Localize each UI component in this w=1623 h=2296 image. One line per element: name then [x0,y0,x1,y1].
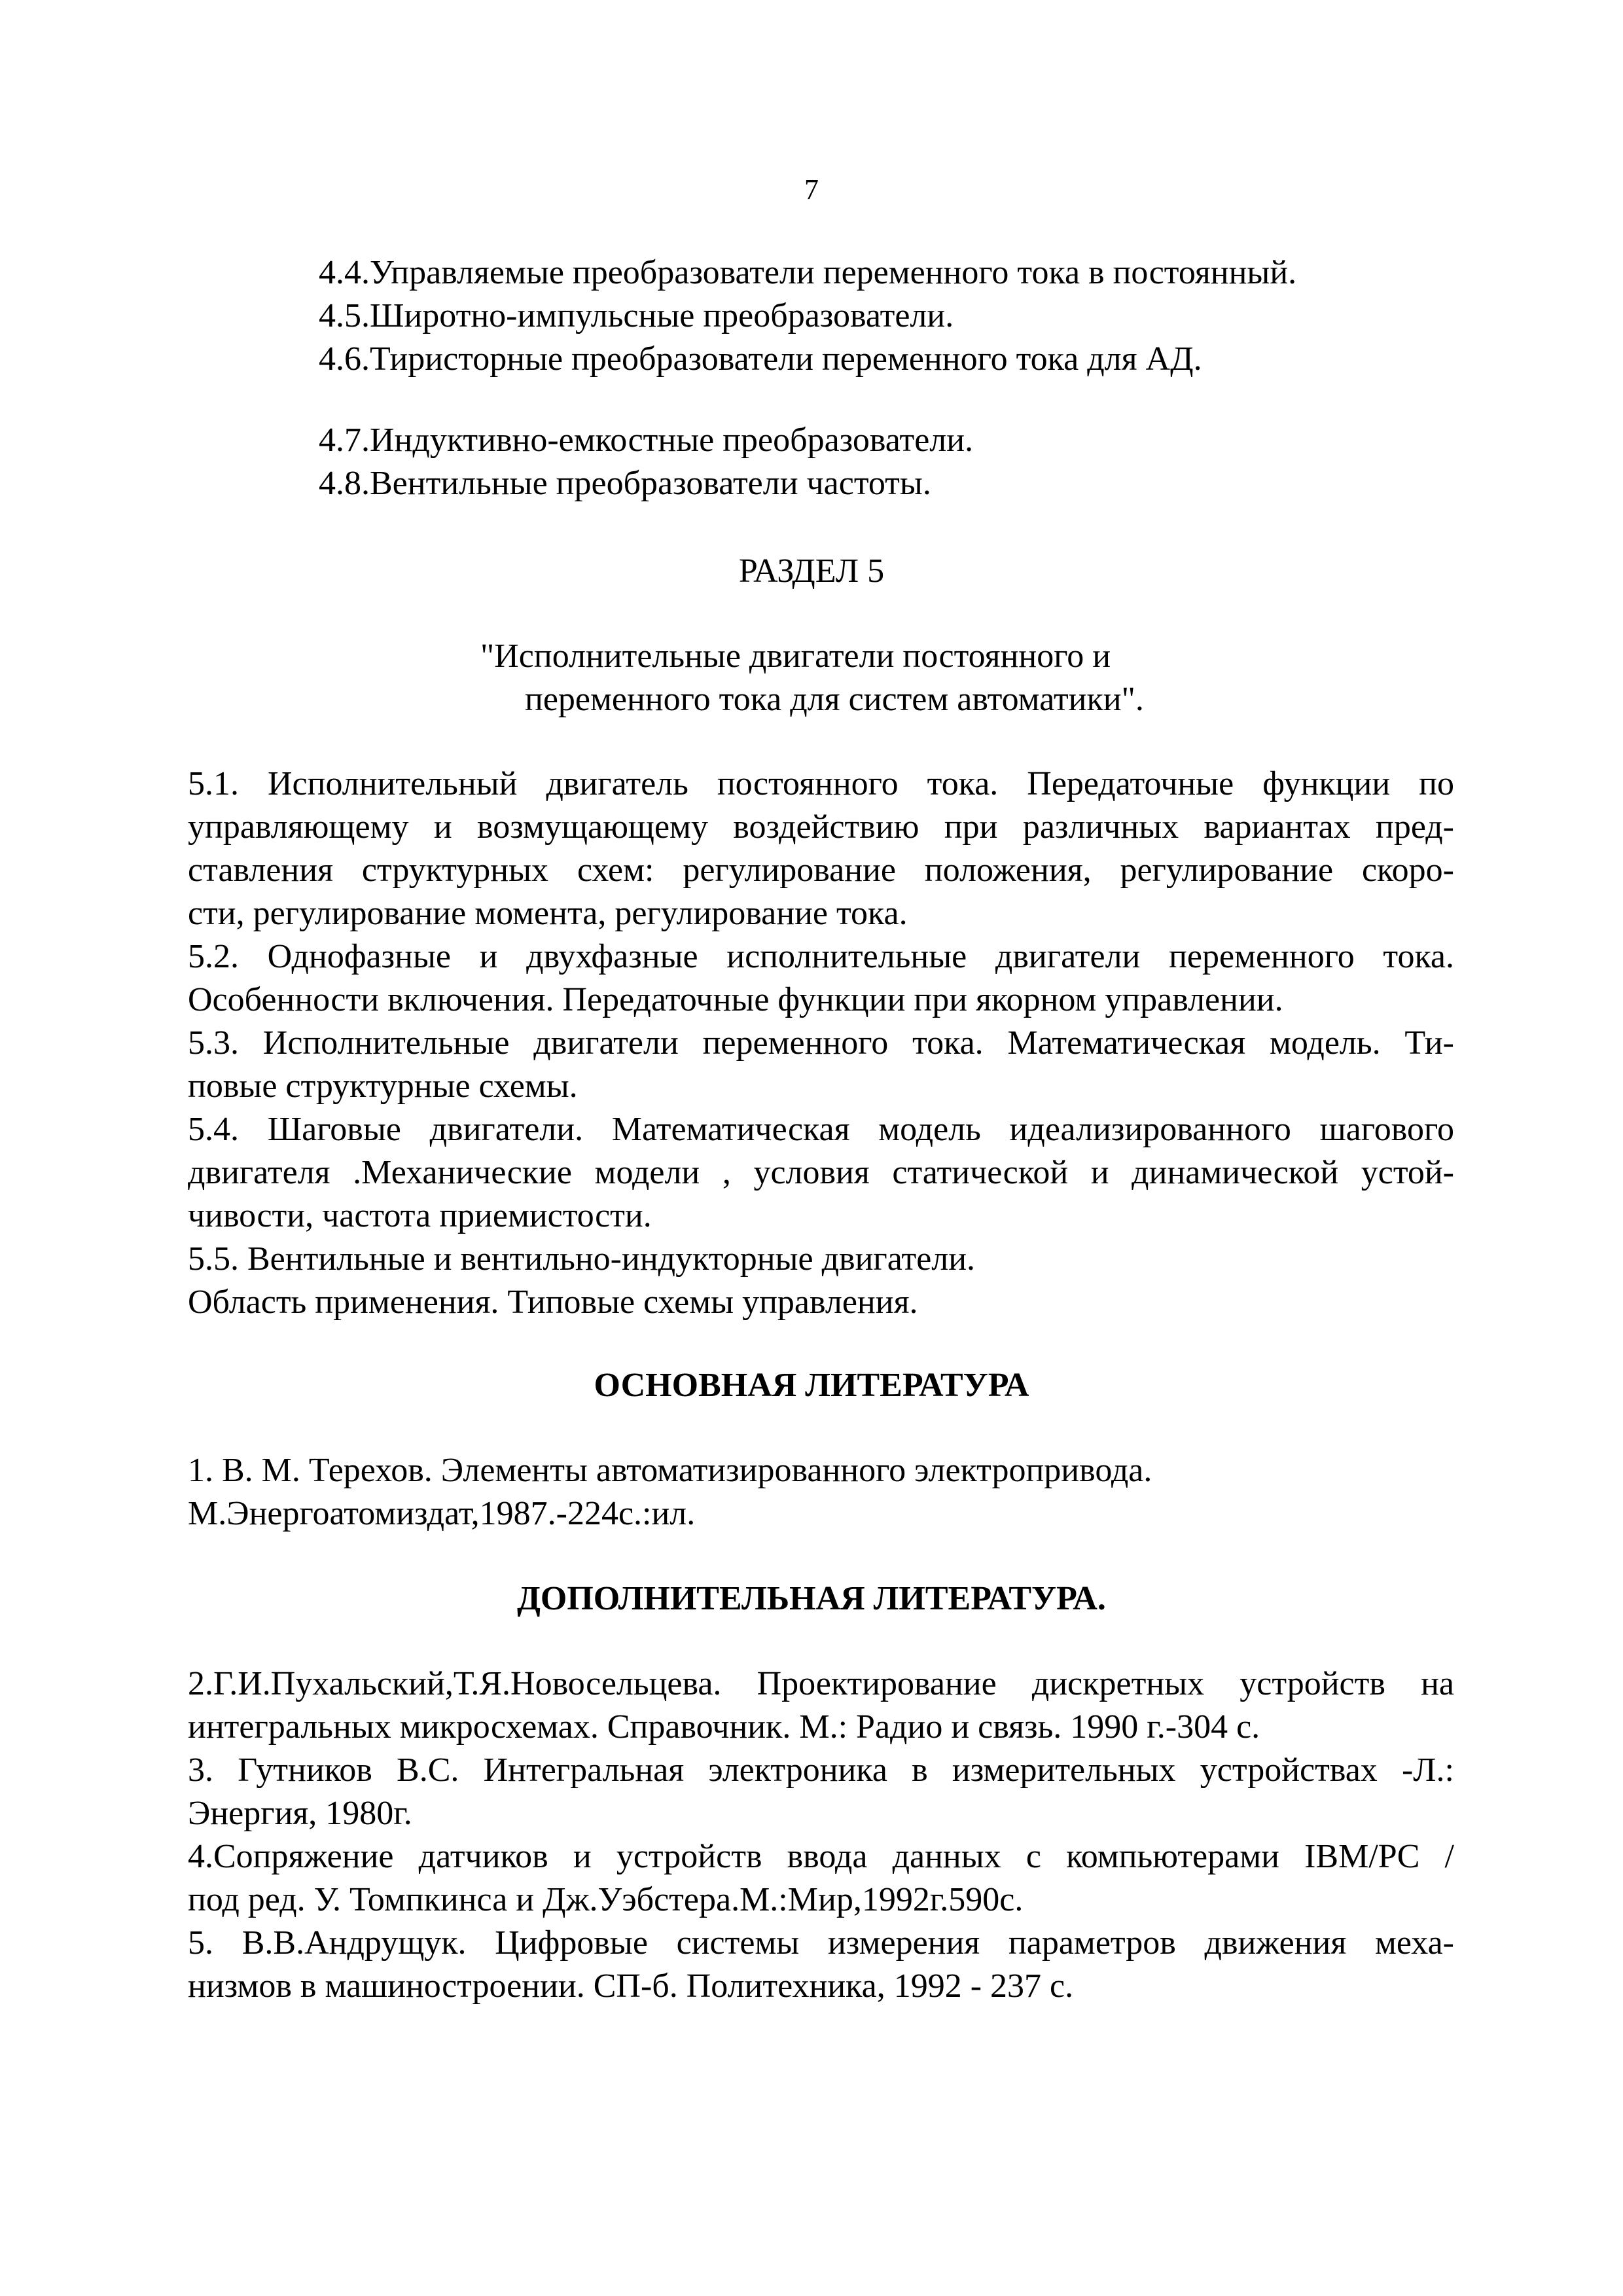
reference-line: 4.Сопряжение датчиков и устройств ввода данных с компьютерами IBM/PC / [188,1838,1454,1875]
toc-item-4-8: 4.8.Вентильные преобразователи частоты. [319,465,931,502]
topic-line: сти, регулирование момента, регулирование тока. [188,895,908,932]
topic-line: двигателя .Механические модели , условия статической и динамической устой- [188,1154,1454,1191]
topic-line: чивости, частота приемистости. [188,1197,652,1234]
topic-line: 5.5. Вентильные и вентильно-индукторные двигатели. [188,1240,976,1278]
topic-line: Особенности включения. Передаточные функции при якорном управлении. [188,981,1283,1018]
toc-item-4-4: 4.4.Управляемые преобразователи переменного тока в постоянный. [319,254,1297,291]
topic-5-4 [188,1108,1454,1238]
reference-2 [188,1662,1454,1749]
topic-5-2 [188,935,1454,1022]
toc-item-4-6: 4.6.Тиристорные преобразователи переменного тока для АД. [319,340,1202,378]
reference-4 [188,1835,1454,1922]
reference-line: 2.Г.И.Пухальский,Т.Я.Новосельцева. Проектирование дискретных устройств на [188,1665,1454,1702]
toc-item-4-5: 4.5.Широтно-импульсные преобразователи. [319,297,954,334]
page-number: 7 [804,173,819,206]
reference-line: 3. Гутников В.С. Интегральная электроника в измерительных устройствах -Л.: [188,1751,1454,1789]
topic-line: ставления структурных схем: регулирование положения, регулирование скоро- [188,852,1454,889]
reference-line: низмов в машиностроении. СП-б. Политехника, 1992 - 237 с. [188,1967,1074,2005]
topic-5-1 [188,762,1454,935]
reference-line: интегральных микросхемах. Справочник. М.: Радио и связь. 1990 г.-304 с. [188,1708,1260,1746]
topic-line: управляющему и возмущающему воздействию при различных вариантах пред- [188,808,1454,846]
topic-line: 5.1. Исполнительный двигатель постоянного тока. Передаточные функции по [188,765,1454,802]
topic-5-5 [188,1238,1454,1324]
topics-block [188,762,1454,1324]
toc-item-4-7: 4.7.Индуктивно-емкостные преобразователи. [319,422,974,459]
main-literature-line-2: М.Энергоатомиздат,1987.-224с.:ил. [188,1495,696,1532]
topic-line: 5.2. Однофазные и двухфазные исполнительные двигатели переменного тока. [188,938,1454,975]
reference-line: Энергия, 1980г. [188,1795,412,1832]
main-literature-line-1: 1. В. М. Терехов. Элементы автоматизированного электропривода. [188,1452,1152,1489]
section-heading: РАЗДЕЛ 5 [738,552,885,590]
topic-line: 5.4. Шаговые двигатели. Математическая модель идеализированного шагового [188,1111,1454,1148]
topic-line: 5.3. Исполнительные двигатели переменного тока. Математическая модель. Ти- [188,1024,1454,1062]
topic-line: Область применения. Типовые схемы управления. [188,1283,918,1321]
main-literature-heading: ОСНОВНАЯ ЛИТЕРАТУРА [594,1367,1029,1404]
reference-5 [188,1922,1454,2008]
additional-literature-block [188,1662,1454,2008]
reference-3 [188,1749,1454,1835]
section-title-line-2: переменного тока для систем автоматики". [525,681,1144,718]
topic-5-3 [188,1022,1454,1108]
reference-line: 5. В.В.Андрущук. Цифровые системы измерения параметров движения меха- [188,1924,1454,1962]
additional-literature-heading: ДОПОЛНИТЕЛЬНАЯ ЛИТЕРАТУРА. [517,1580,1106,1617]
reference-line: под ред. У. Томпкинса и Дж.Уэбстера.М.:Мир,1992г.590с. [188,1881,1024,1918]
section-title-line-1: "Исполнительные двигатели постоянного и [480,637,1111,675]
topic-line: повые структурные схемы. [188,1067,578,1105]
